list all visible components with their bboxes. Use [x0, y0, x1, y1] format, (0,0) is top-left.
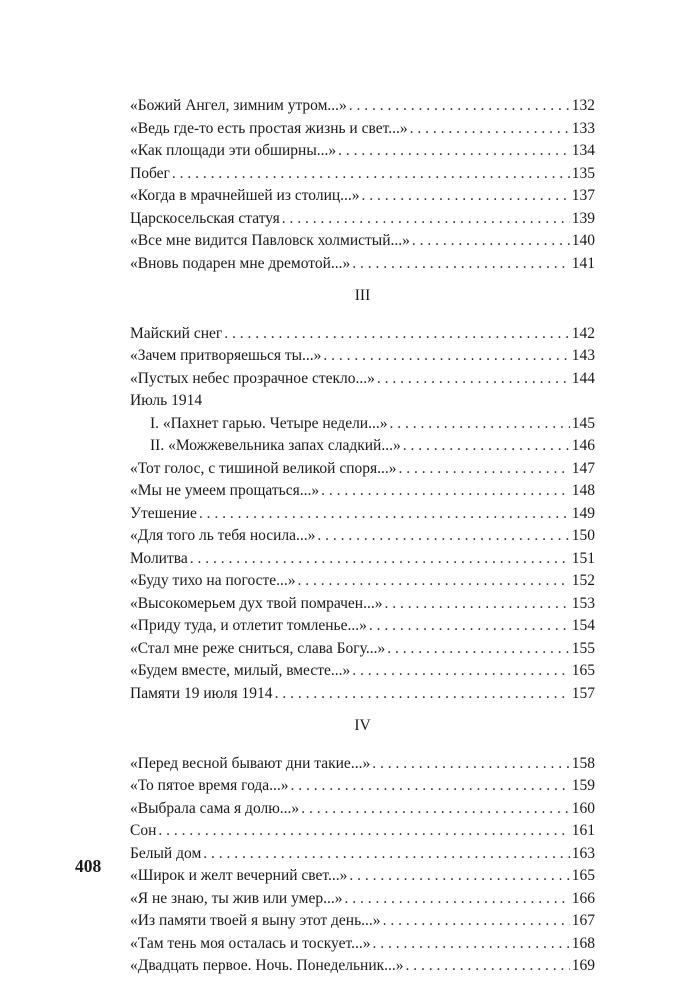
entry-page: 134 [571, 142, 595, 159]
toc-entry [130, 775, 595, 798]
entry-title: «Высокомерьем дух твой помрачен...» [130, 594, 383, 612]
toc-entry [130, 253, 595, 276]
entry-page: 160 [571, 799, 595, 817]
dot-leader [349, 95, 570, 118]
toc-entry [130, 753, 595, 776]
entry-title: «Зачем притворяешься ты...» [130, 347, 322, 364]
dot-leader [389, 413, 569, 436]
toc-entry [130, 525, 595, 548]
entry-page: 149 [571, 504, 595, 522]
entry-title: «Буду тихо на погосте...» [130, 572, 296, 589]
entry-page: 145 [571, 414, 595, 432]
entry-title: Памяти 19 июля 1914 [130, 684, 273, 702]
toc-entry [130, 798, 595, 821]
toc-cycle-title [130, 390, 595, 413]
section-heading-iv: IV [354, 717, 371, 734]
entry-page: 158 [571, 754, 595, 772]
dot-leader [317, 525, 569, 548]
toc-entry [130, 820, 595, 843]
toc-entry [130, 615, 595, 638]
entry-page: 142 [571, 324, 595, 342]
entry-title: «Я не знаю, ты жив или умер...» [130, 889, 343, 907]
entry-title: «Для того ль тебя носила...» [130, 527, 316, 544]
entry-title: Сон [130, 822, 157, 839]
toc-entry [130, 95, 595, 118]
toc-entry [130, 888, 595, 911]
dot-leader [352, 660, 570, 683]
toc-entry [130, 118, 595, 141]
entry-page: 147 [571, 459, 595, 477]
dot-leader [344, 888, 569, 911]
entry-page: 165 [571, 662, 595, 679]
entry-title: «Там тень моя осталась и тоскует...» [130, 934, 371, 952]
entry-title: «Все мне видится Павловск холмистый...» [130, 232, 410, 249]
toc-entry [130, 910, 595, 933]
entry-page: 168 [571, 934, 595, 952]
dot-leader [377, 368, 570, 391]
entry-title: II. «Можжевельника запах сладкий...» [150, 437, 401, 454]
dot-leader [403, 435, 570, 458]
entry-title: «Как площади эти обширны...» [130, 142, 337, 159]
entry-title: Майский снег [130, 324, 223, 342]
toc-entry [130, 323, 595, 346]
dot-leader [412, 230, 570, 253]
entry-page: 141 [571, 254, 595, 272]
toc-entry [130, 548, 595, 571]
entry-page: 139 [571, 209, 595, 227]
entry-page: 153 [571, 594, 595, 612]
toc-entry [130, 230, 595, 253]
entry-title: «Мы не умеем прощаться...» [130, 482, 320, 499]
entry-page: 137 [571, 187, 595, 204]
dot-leader [399, 458, 570, 481]
dot-leader [372, 753, 570, 776]
toc-entry [130, 638, 595, 661]
entry-page: 169 [571, 957, 595, 974]
toc-entry [130, 933, 595, 956]
toc-entry [130, 140, 595, 163]
entry-title: «Широк и желт вечерний свет...» [130, 867, 348, 884]
entry-title: «Вновь подарен мне дремотой...» [130, 254, 351, 272]
toc-entry [130, 435, 595, 458]
entry-page: 161 [571, 822, 595, 839]
entry-page: 154 [571, 617, 595, 634]
toc-group-continued [130, 95, 595, 275]
entry-page: 165 [571, 867, 595, 884]
dot-leader [172, 163, 570, 186]
entry-title: «Перед весной бывают дни такие...» [130, 754, 371, 772]
toc-entry [130, 660, 595, 683]
toc-entry [130, 843, 595, 866]
dot-leader [224, 323, 570, 346]
toc-entry [130, 865, 595, 888]
toc-entry [130, 955, 595, 978]
dot-leader [301, 798, 570, 821]
toc-entry [130, 413, 595, 436]
entry-title: «Приду туда, и отлетит томленье...» [130, 617, 367, 634]
toc-entry [130, 163, 595, 186]
entry-page: 148 [571, 482, 595, 499]
entry-page: 159 [571, 777, 595, 794]
dot-leader [362, 185, 570, 208]
entry-page: 146 [571, 437, 595, 454]
entry-title: «Стал мне реже сниться, слава Богу...» [130, 639, 386, 657]
dot-leader [298, 570, 570, 593]
dot-leader [349, 865, 569, 888]
entry-page: 140 [571, 232, 595, 249]
entry-page: 143 [571, 347, 595, 364]
entry-page: 133 [571, 119, 595, 137]
toc-entry [130, 570, 595, 593]
entry-title: «Ведь где-то есть простая жизнь и свет...» [130, 119, 408, 137]
dot-leader [158, 820, 569, 843]
entry-title: I. «Пахнет гарью. Четыре недели...» [150, 414, 388, 432]
dot-leader [352, 253, 569, 276]
dot-leader [384, 593, 569, 616]
toc-entry [130, 593, 595, 616]
dot-leader [321, 480, 570, 503]
entry-title: «То пятое время года...» [130, 777, 289, 794]
dot-leader [369, 615, 570, 638]
dot-leader [203, 843, 570, 866]
entry-title: «Тот голос, с тишиной великой споря...» [130, 459, 397, 477]
dot-leader [282, 208, 570, 231]
toc-entry [130, 458, 595, 481]
toc-entry [130, 683, 595, 706]
entry-page: 167 [571, 912, 595, 929]
dot-leader [275, 683, 570, 706]
dot-leader [291, 775, 570, 798]
toc-entry [130, 345, 595, 368]
entry-title: Июль 1914 [130, 392, 203, 409]
entry-title: «Выбрала сама я долю...» [130, 799, 300, 817]
entry-page: 135 [571, 164, 595, 182]
dot-leader [406, 955, 570, 978]
entry-title: Белый дом [130, 844, 202, 862]
entry-title: «Двадцать первое. Ночь. Понедельник...» [130, 957, 404, 974]
dot-leader [199, 503, 570, 526]
dot-leader [387, 638, 570, 661]
entry-title: «Будем вместе, милый, вместе...» [130, 662, 351, 679]
entry-title: Молитва [130, 549, 188, 567]
entry-title: Утешение [130, 504, 197, 522]
dot-leader [410, 118, 570, 141]
toc-entry [130, 480, 595, 503]
dot-leader [338, 140, 570, 163]
entry-title: Царскосельская статуя [130, 209, 280, 227]
entry-page: 163 [571, 844, 595, 862]
entry-page: 157 [571, 684, 595, 702]
entry-title: Побег [130, 164, 170, 182]
entry-page: 155 [571, 639, 595, 657]
page-number: 408 [75, 856, 102, 876]
entry-title: «Из памяти твоей я выну этот день...» [130, 912, 381, 929]
toc-entry [130, 185, 595, 208]
toc-entry [130, 208, 595, 231]
entry-page: 151 [571, 549, 595, 567]
toc-entry [130, 503, 595, 526]
entry-page: 150 [571, 527, 595, 544]
dot-leader [190, 548, 570, 571]
dot-leader [323, 345, 569, 368]
entry-page: 166 [571, 889, 595, 907]
table-of-contents [130, 95, 595, 978]
entry-title: «Когда в мрачнейшей из столиц...» [130, 187, 360, 204]
toc-group-iv [130, 753, 595, 978]
dot-leader [372, 933, 569, 956]
section-heading-iii: III [354, 287, 371, 304]
entry-page: 144 [571, 369, 595, 387]
toc-entry [130, 368, 595, 391]
entry-page: 152 [571, 572, 595, 589]
entry-page: 132 [571, 97, 595, 114]
dot-leader [383, 910, 570, 933]
toc-group-iii [130, 323, 595, 706]
entry-title: «Пустых небес прозрачное стекло...» [130, 369, 375, 387]
entry-title: «Божий Ангел, зимним утром...» [130, 97, 347, 114]
